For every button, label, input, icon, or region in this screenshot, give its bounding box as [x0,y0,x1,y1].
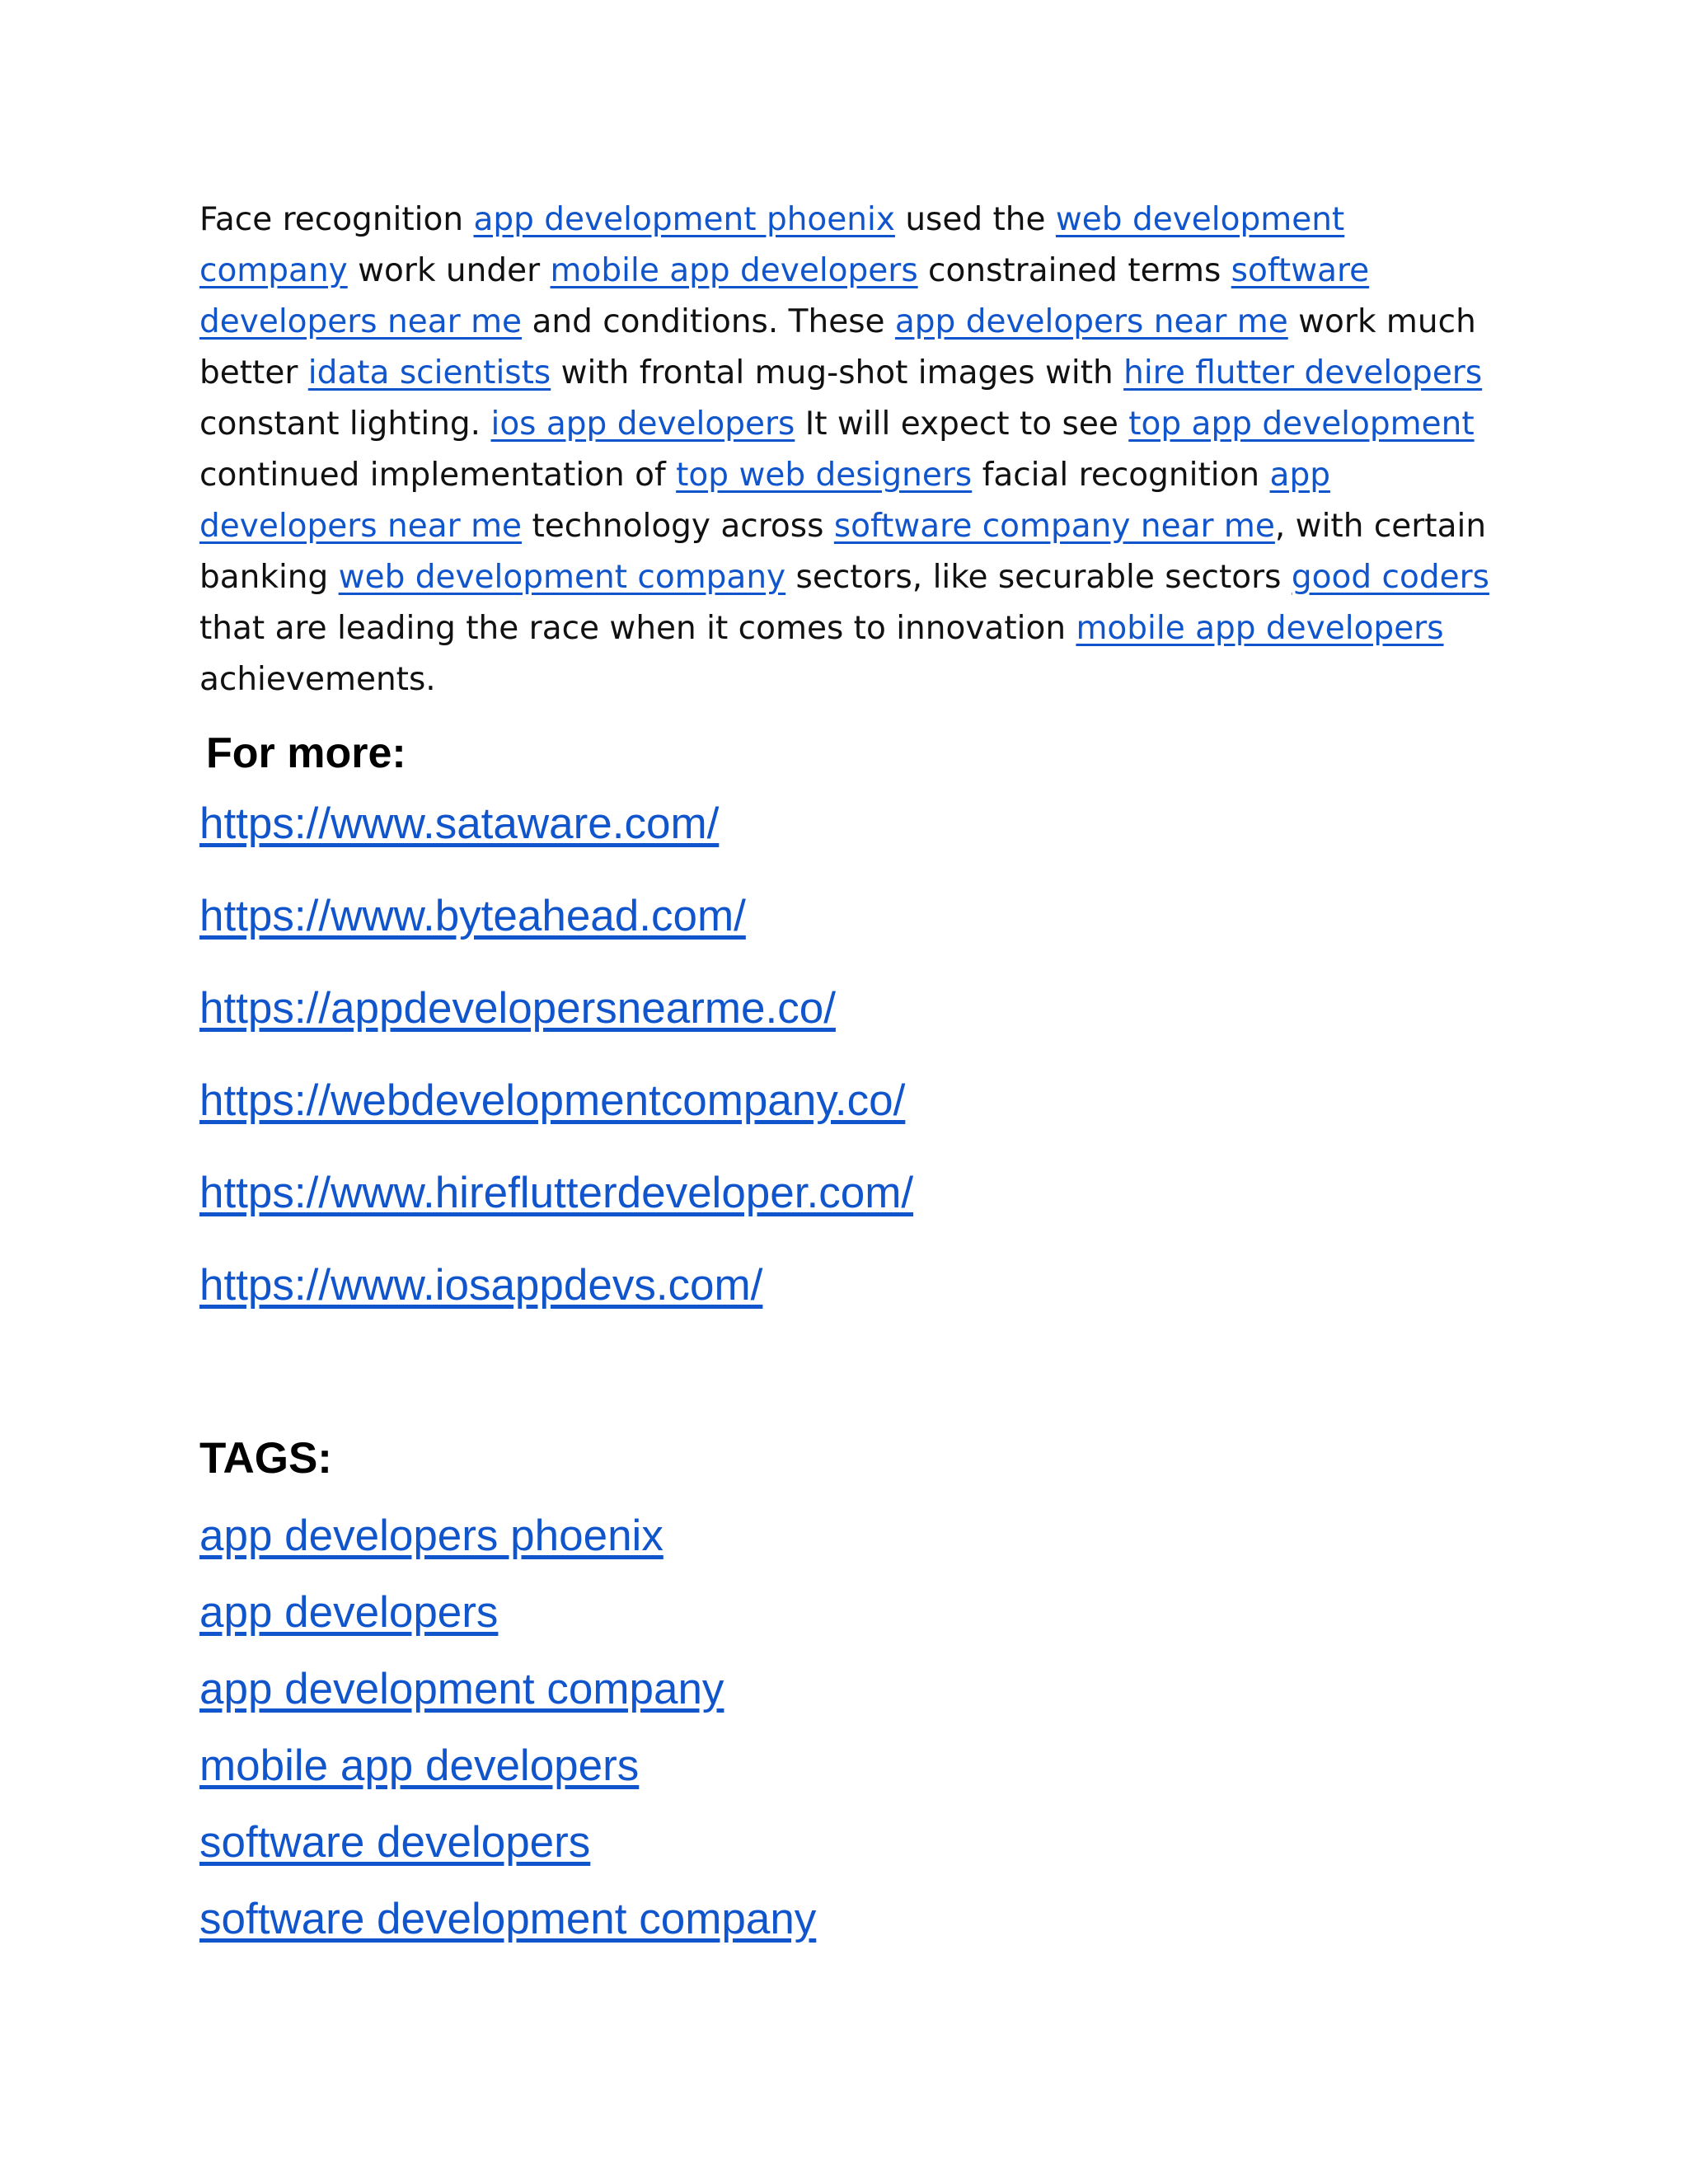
url-item [199,1075,913,1167]
for-more-heading: For more: [206,729,406,777]
paragraph-text: constant lighting. [199,405,491,443]
inline-link[interactable]: software developers near me [199,252,1370,340]
inline-link[interactable]: idata scientists [307,354,551,391]
inline-link[interactable]: mobile app developers [1076,610,1444,647]
inline-link[interactable]: web development company [338,559,786,596]
url-item [199,982,913,1075]
inline-link[interactable]: ios app developers [490,405,795,443]
paragraph-text: sectors, like securable sectors [785,559,1292,596]
tag-item [199,1663,816,1740]
paragraph-text: Face recognition [199,201,474,238]
paragraph-text: , with certain banking [199,508,1487,596]
inline-link[interactable]: top web designers [676,457,973,494]
tag-item [199,1893,816,1970]
inline-link[interactable]: app development phoenix [473,201,895,238]
url-item [199,798,913,890]
inline-link[interactable]: app developers near me [199,457,1330,545]
url-link-sataware[interactable]: https://www.sataware.com/ [199,799,720,848]
paragraph-text: continued implementation of [199,457,677,494]
paragraph-text: constrained terms [917,252,1231,289]
inline-link[interactable]: top app development [1128,405,1475,443]
url-item [199,1259,913,1352]
url-link-byteahead[interactable]: https://www.byteahead.com/ [199,892,746,940]
inline-link[interactable]: web development company [199,201,1345,289]
inline-link[interactable]: good coders [1291,559,1489,596]
tag-link[interactable]: app developers [199,1588,499,1637]
tags-heading: TAGS: [199,1434,332,1483]
tag-link[interactable]: app developers phoenix [199,1511,663,1560]
tag-link[interactable]: app development company [199,1665,724,1713]
paragraph-text: work much better [199,303,1476,391]
url-link-hireflutterdeveloper[interactable]: https://www.hireflutterdeveloper.com/ [199,1169,914,1217]
tag-item [199,1740,816,1816]
inline-link[interactable]: mobile app developers [550,252,918,289]
paragraph-text: work under [347,252,551,289]
url-list [199,798,913,1352]
body-paragraph [199,194,1502,705]
inline-link[interactable]: software company near me [833,508,1275,545]
tag-list [199,1510,816,1970]
paragraph-text: technology across [522,508,834,545]
tag-link[interactable]: mobile app developers [199,1741,640,1790]
tag-link[interactable]: software developers [199,1818,591,1867]
url-link-appdevelopersnearme[interactable]: https://appdevelopersnearme.co/ [199,984,836,1033]
tag-item [199,1510,816,1586]
tag-item [199,1586,816,1663]
paragraph-text: and conditions. These [522,303,895,340]
url-item [199,1167,913,1259]
paragraph-text: achievements. [199,661,436,698]
url-item [199,890,913,982]
paragraph-text: that are leading the race when it comes to innovation [199,610,1076,647]
inline-link[interactable]: app developers near me [894,303,1288,340]
paragraph-text: used the [894,201,1056,238]
paragraph-text: facial recognition [972,457,1270,494]
url-link-iosappdevs[interactable]: https://www.iosappdevs.com/ [199,1261,763,1310]
paragraph-text: with frontal mug-shot images with [551,354,1124,391]
inline-link[interactable]: hire flutter developers [1123,354,1483,391]
tag-link[interactable]: software development company [199,1895,817,1943]
url-link-webdevelopmentcompany[interactable]: https://webdevelopmentcompany.co/ [199,1076,906,1125]
tag-item [199,1816,816,1893]
paragraph-text: It will expect to see [795,405,1129,443]
